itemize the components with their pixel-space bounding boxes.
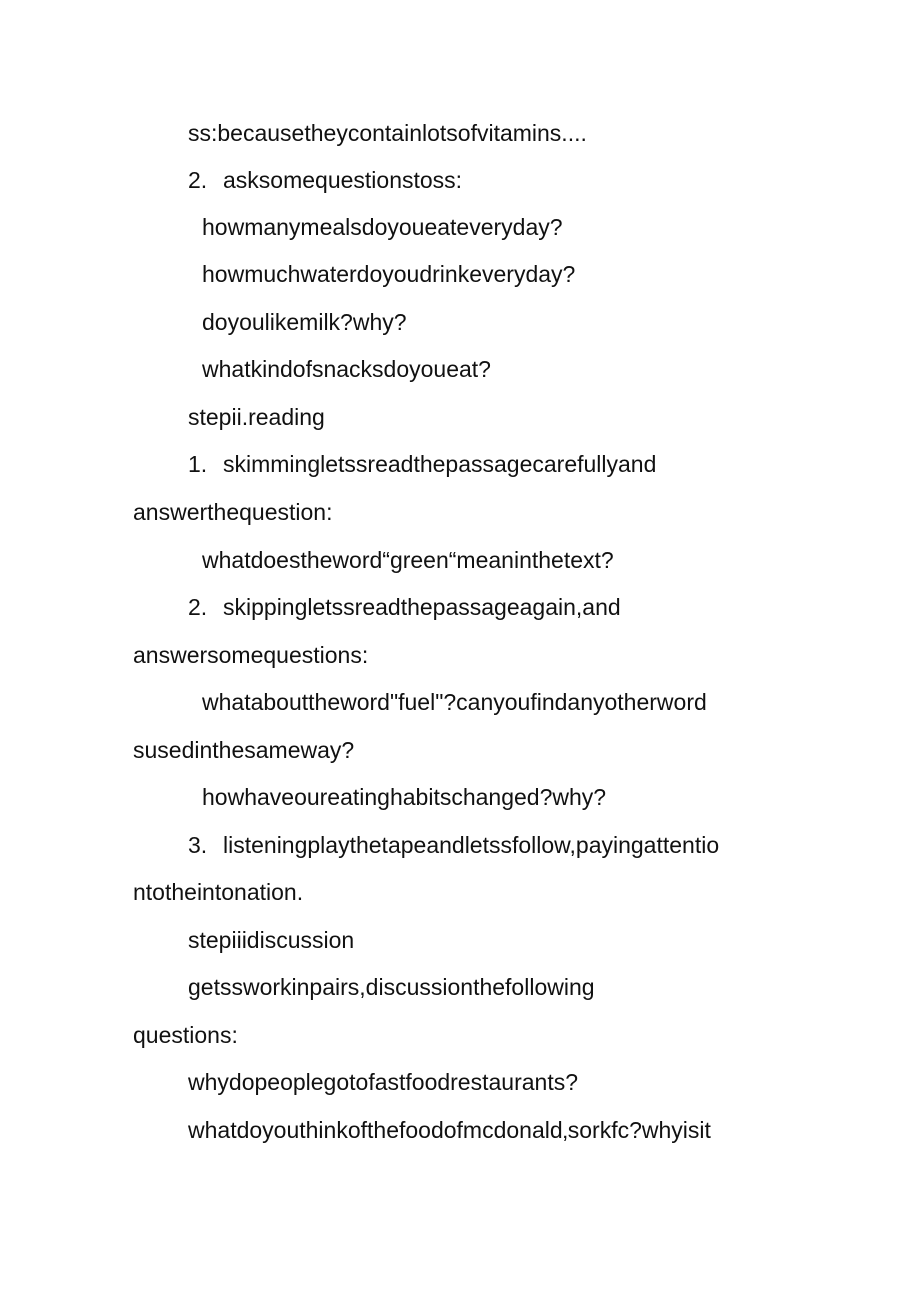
numbered-line: 2. skippingletssreadthepassageagain,and: [188, 594, 621, 620]
text-line: whatdoyouthinkofthefoodofmcdonald‚sorkfc?whyisit: [188, 1117, 711, 1143]
section-heading: stepiiidiscussion: [188, 927, 355, 953]
text-line: whatabouttheword"fuel"?canyoufindanyotherword: [202, 689, 707, 715]
text-line: susedinthesameway?: [133, 737, 355, 763]
text-line: questions:: [133, 1022, 238, 1048]
text-line: howmuchwaterdoyoudrinkeveryday?: [202, 261, 576, 287]
text-line: ss:becausetheycontainlotsofvitamins....: [188, 120, 587, 146]
list-number: 2.: [188, 594, 208, 620]
text-line: whatkindofsnacksdoyoueat?: [202, 356, 491, 382]
text-line: answersomequestions:: [133, 642, 369, 668]
list-number: 2.: [188, 167, 208, 193]
text-line: howmanymealsdoyoueateveryday?: [202, 214, 563, 240]
numbered-line: 1. skimmingletssreadthepassagecarefullyand: [188, 451, 657, 477]
text-line: whatdoestheword“green“meaninthetext?: [202, 547, 614, 573]
numbered-line: 2. asksomequestionstoss:: [188, 167, 463, 193]
text-line: getssworkinpairs,discussionthefollowing: [188, 974, 595, 1000]
text-line: ntotheintonation.: [133, 879, 304, 905]
text-line: doyoulikemilk?why?: [202, 309, 407, 335]
numbered-line: 3. listeningplaythetapeandletssfollow,payingattentio: [188, 832, 720, 858]
text-line: howhaveoureatinghabitschanged?why?: [202, 784, 607, 810]
section-heading: stepii.reading: [188, 404, 325, 430]
text-line: whydopeoplegotofastfoodrestaurants?: [188, 1069, 579, 1095]
list-number: 1.: [188, 451, 208, 477]
list-number: 3.: [188, 832, 208, 858]
text-line: answerthequestion:: [133, 499, 333, 525]
